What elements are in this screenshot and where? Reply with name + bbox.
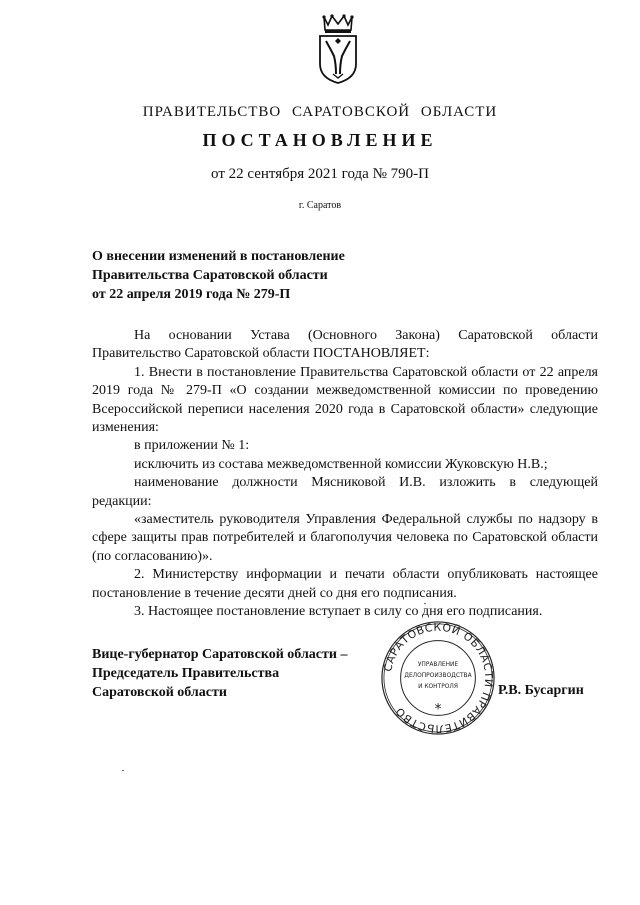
body-paragraph: «заместитель руководителя Управления Федеральной службы по надзору в сфере защиты прав потребителей и благополучия человека по Саратовской области (по согласованию)». [92,512,598,564]
signatory-title-line: Вице-губернатор Саратовской области – [92,647,348,662]
body-paragraph: наименование должности Мясниковой И.В. изложить в следующей редакции: [92,475,598,509]
signatory-title-line: Председатель Правительства [92,666,280,681]
signatory-title [92,645,392,702]
government-title: ПРАВИТЕЛЬСТВО САРАТОВСКОЙ ОБЛАСТИ [142,104,498,120]
document-date-number: от 22 сентября 2021 года № 790-П [211,166,429,182]
document-type-title: ПОСТАНОВЛЕНИЕ [202,130,438,150]
signatory-name: Р.В. Бусаргин [498,683,584,698]
body-paragraph: исключить из состава межведомственной комиссии Жуковскую Н.В.; [134,456,548,472]
body-paragraph: в приложении № 1: [134,438,250,454]
stamp-inner-line: УПРАВЛЕНИЕ [417,662,459,669]
signatory-title-line: Саратовской области [92,685,227,700]
saratov-coat-of-arms-icon [316,14,360,84]
body-paragraph: 3. Настоящее постановление вступает в силу со дня его подписания. [134,604,543,620]
subject-line: О внесении изменений в постановление [92,249,345,264]
document-body [92,327,598,622]
stamp-star-icon: * [434,701,442,718]
document-city: г. Саратов [298,200,342,211]
subject-line: от 22 апреля 2019 года № 279-П [92,287,291,302]
body-paragraph: 2. Министерству информации и печати области опубликовать настоящее постановление в течение десяти дней со дня его подписания. [92,567,598,601]
scan-speck [424,603,426,604]
stamp-inner-line: ДЕЛОПРОИЗВОДСТВА [404,673,472,680]
subject-line: Правительства Саратовской области [92,268,328,283]
stamp-inner-line: И КОНТРОЛЯ [418,683,458,690]
stamp-outer-text: САРАТОВСКОЙ ОБЛАСТИ ПРАВИТЕЛЬСТВО [381,620,496,736]
official-stamp [379,619,497,737]
scan-speck [122,770,124,771]
body-paragraph: 1. Внести в постановление Правительства Саратовской области от 22 апреля 2019 года № 279-П «О создании межведомственной комиссии по проведению Всероссийской переписи населения 2020 года в Саратовской области» следующие изменения: [92,364,598,436]
document-subject [92,247,452,304]
body-paragraph: На основании Устава (Основного Закона) Саратовской области Правительство Саратовской области ПОСТАНОВЛЯЕТ: [92,328,598,362]
